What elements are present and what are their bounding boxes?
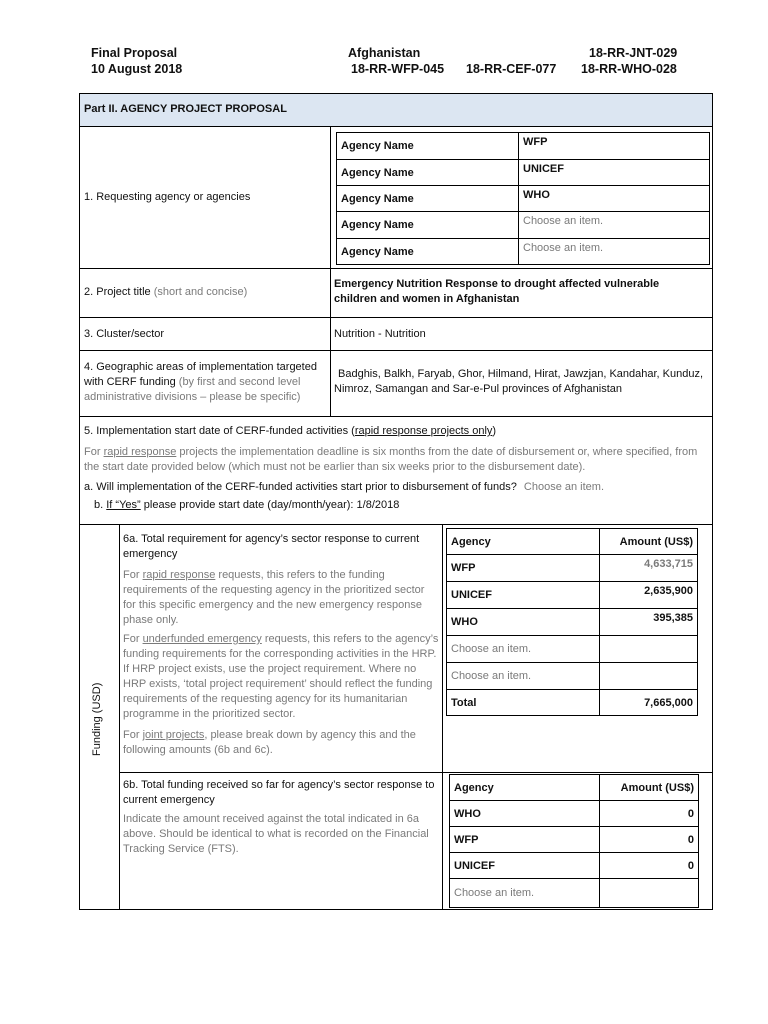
geographic-areas-label-hint: (by first and second level administrative divisions – please be specific) (84, 376, 301, 403)
section5-title-end: ) (492, 425, 497, 437)
section6b-title: 6b. Total funding received so far for agency’s sector response to current emergency (123, 779, 435, 806)
divider (80, 350, 712, 351)
table-row (450, 801, 699, 827)
underfunded-note-prefix: For (123, 633, 140, 645)
geographic-areas-label-main: 4. Geographic areas of implementation targeted with CERF funding (84, 361, 317, 388)
section6b-note: Indicate the amount received against the total indicated in 6a above. Should be identical to what is recorded on the Financial Tracking Service (FTS). (123, 813, 429, 855)
agency-dropdown[interactable]: Choose an item. (450, 879, 600, 908)
agency-row (337, 212, 710, 239)
table-row (447, 663, 698, 690)
proposal-form (79, 93, 713, 910)
divider (80, 524, 712, 525)
agency-column-header: Agency (447, 529, 600, 555)
question-b-link: If “Yes” (106, 499, 141, 511)
table-row (447, 636, 698, 663)
agency-name-dropdown[interactable]: WFP (519, 133, 710, 160)
agency-column-header: Agency (450, 775, 600, 801)
funding-requirement-table (446, 528, 698, 716)
agency-row (337, 186, 710, 212)
agency-dropdown[interactable]: UNICEF (447, 582, 600, 609)
table-row (450, 827, 699, 853)
cluster-sector-value[interactable]: Nutrition - Nutrition (334, 328, 426, 340)
amount-field[interactable] (600, 663, 698, 690)
table-header-row (450, 775, 699, 801)
divider (80, 416, 712, 417)
amount-field[interactable]: 0 (600, 853, 699, 879)
joint-note-prefix: For (123, 729, 140, 741)
table-row (447, 582, 698, 609)
geographic-areas-label (84, 360, 328, 405)
section5-question-b (94, 498, 704, 513)
project-title-label (84, 285, 324, 300)
underfunded-note-link: underfunded emergency (142, 633, 262, 645)
amount-field[interactable]: 0 (600, 801, 699, 827)
agency-name-dropdown[interactable]: WHO (519, 186, 710, 212)
joint-project-code: 18-RR-JNT-029 (589, 46, 678, 60)
section5-note-prefix: For (84, 446, 101, 458)
cluster-sector-label: 3. Cluster/sector (84, 328, 165, 340)
joint-note-text: , please break down by agency this and the following amounts (6b and 6c). (123, 729, 416, 756)
column-divider (330, 127, 331, 416)
project-title-label-text: 2. Project title (84, 286, 151, 298)
part-title: Part II. AGENCY PROJECT PROPOSAL (84, 103, 287, 115)
section5-note-link: rapid response (103, 446, 177, 458)
amount-field[interactable]: 2,635,900 (600, 582, 698, 609)
agency-dropdown[interactable]: Choose an item. (447, 636, 600, 663)
agency-name-dropdown[interactable]: UNICEF (519, 160, 710, 186)
section5-question-a (84, 480, 704, 495)
requesting-agencies-label: 1. Requesting agency or agencies (84, 191, 251, 203)
question-a-dropdown[interactable]: Choose an item. (523, 481, 605, 493)
section6a-underfunded-note (123, 632, 439, 722)
table-row (447, 555, 698, 582)
section5-note (84, 445, 704, 475)
funding-received-table (449, 774, 699, 908)
section5-title-text: 5. Implementation start date of CERF-funded activities ( (84, 425, 355, 437)
section6a-rapid-note (123, 568, 439, 628)
agency-name-label: Agency Name (337, 160, 519, 186)
part-title-bar (80, 94, 712, 127)
divider (80, 317, 712, 318)
underfunded-note-text: requests, this refers to the agency’s funding requirements for the corresponding activities in the HRP. If HRP project exists, use the project requirement. Where no HRP exists, ‘total project requirement’ should reflect the funding requirements of the requesting agency for its humanitarian programme in the prioritized sector. (123, 633, 439, 720)
total-value: 7,665,000 (600, 690, 698, 716)
project-title-hint: (short and concise) (153, 286, 248, 298)
section5-note-text: projects the implementation deadline is six months from the date of disbursement or, where specified, from the start date provided below (which must not be earlier than six weeks prior to the disbursement date). (84, 446, 698, 473)
section6a-title: 6a. Total requirement for agency’s sector response to current emergency (123, 533, 420, 560)
section5-title (84, 424, 704, 439)
agency-dropdown[interactable]: WFP (447, 555, 600, 582)
project-code-cef: 18-RR-CEF-077 (466, 62, 557, 76)
project-code-wfp: 18-RR-WFP-045 (351, 62, 445, 76)
table-header-row (447, 529, 698, 555)
funding-table-divider (442, 524, 443, 909)
agency-name-dropdown[interactable]: Choose an item. (519, 212, 710, 239)
agency-dropdown[interactable]: Choose an item. (447, 663, 600, 690)
table-row (450, 853, 699, 879)
divider (120, 772, 712, 773)
amount-field[interactable] (600, 879, 699, 908)
country: Afghanistan (348, 46, 421, 60)
amount-field[interactable] (600, 636, 698, 663)
agency-row (337, 160, 710, 186)
agency-row (337, 239, 710, 265)
funding-vertical-label: Funding (USD) (91, 682, 103, 756)
table-row (447, 609, 698, 636)
amount-field[interactable]: 395,385 (600, 609, 698, 636)
agency-dropdown[interactable]: UNICEF (450, 853, 600, 879)
project-code-who: 18-RR-WHO-028 (581, 62, 677, 76)
section5-title-link: rapid response projects only (354, 425, 493, 437)
funding-column-divider (119, 524, 120, 909)
project-title-value[interactable]: Emergency Nutrition Response to drought affected vulnerable children and women in Afghanistan (334, 278, 660, 305)
question-b-text[interactable]: please provide start date (day/month/year): 1/8/2018 (143, 499, 400, 511)
agency-name-label: Agency Name (337, 133, 519, 160)
agency-row (337, 133, 710, 160)
total-label: Total (447, 690, 600, 716)
agency-dropdown[interactable]: WHO (447, 609, 600, 636)
doc-date: 10 August 2018 (91, 62, 183, 76)
table-row (450, 879, 699, 908)
rapid-note-prefix: For (123, 569, 140, 581)
agency-dropdown[interactable]: WFP (450, 827, 600, 853)
section6a-joint-note (123, 728, 439, 758)
joint-note-link: joint projects (142, 729, 205, 741)
divider (80, 268, 712, 269)
question-b-prefix: b. (94, 499, 104, 511)
agency-dropdown[interactable]: WHO (450, 801, 600, 827)
total-row (447, 690, 698, 716)
rapid-note-link: rapid response (142, 569, 216, 581)
agency-name-label: Agency Name (337, 239, 519, 265)
question-a-text: a. Will implementation of the CERF-funded activities start prior to disbursement of funds? (84, 481, 517, 493)
geographic-areas-value[interactable]: Badghis, Balkh, Faryab, Ghor, Hilmand, Hirat, Jawzjan, Kandahar, Kunduz, Nimroz, Samangan and Sar-e-Pul provinces of Afghanistan (334, 368, 704, 395)
amount-column-header: Amount (US$) (600, 775, 699, 801)
agency-name-dropdown[interactable]: Choose an item. (519, 239, 710, 265)
agency-name-table (336, 132, 710, 265)
amount-field[interactable]: 0 (600, 827, 699, 853)
rapid-note-text: requests, this refers to the funding requirements of the requesting agency in the prioritized sector for this specific emergency and the new emergency response phase only. (123, 569, 425, 626)
agency-name-label: Agency Name (337, 186, 519, 212)
doc-type: Final Proposal (91, 46, 178, 60)
amount-column-header: Amount (US$) (600, 529, 698, 555)
agency-name-label: Agency Name (337, 212, 519, 239)
amount-field[interactable]: 4,633,715 (600, 555, 698, 582)
